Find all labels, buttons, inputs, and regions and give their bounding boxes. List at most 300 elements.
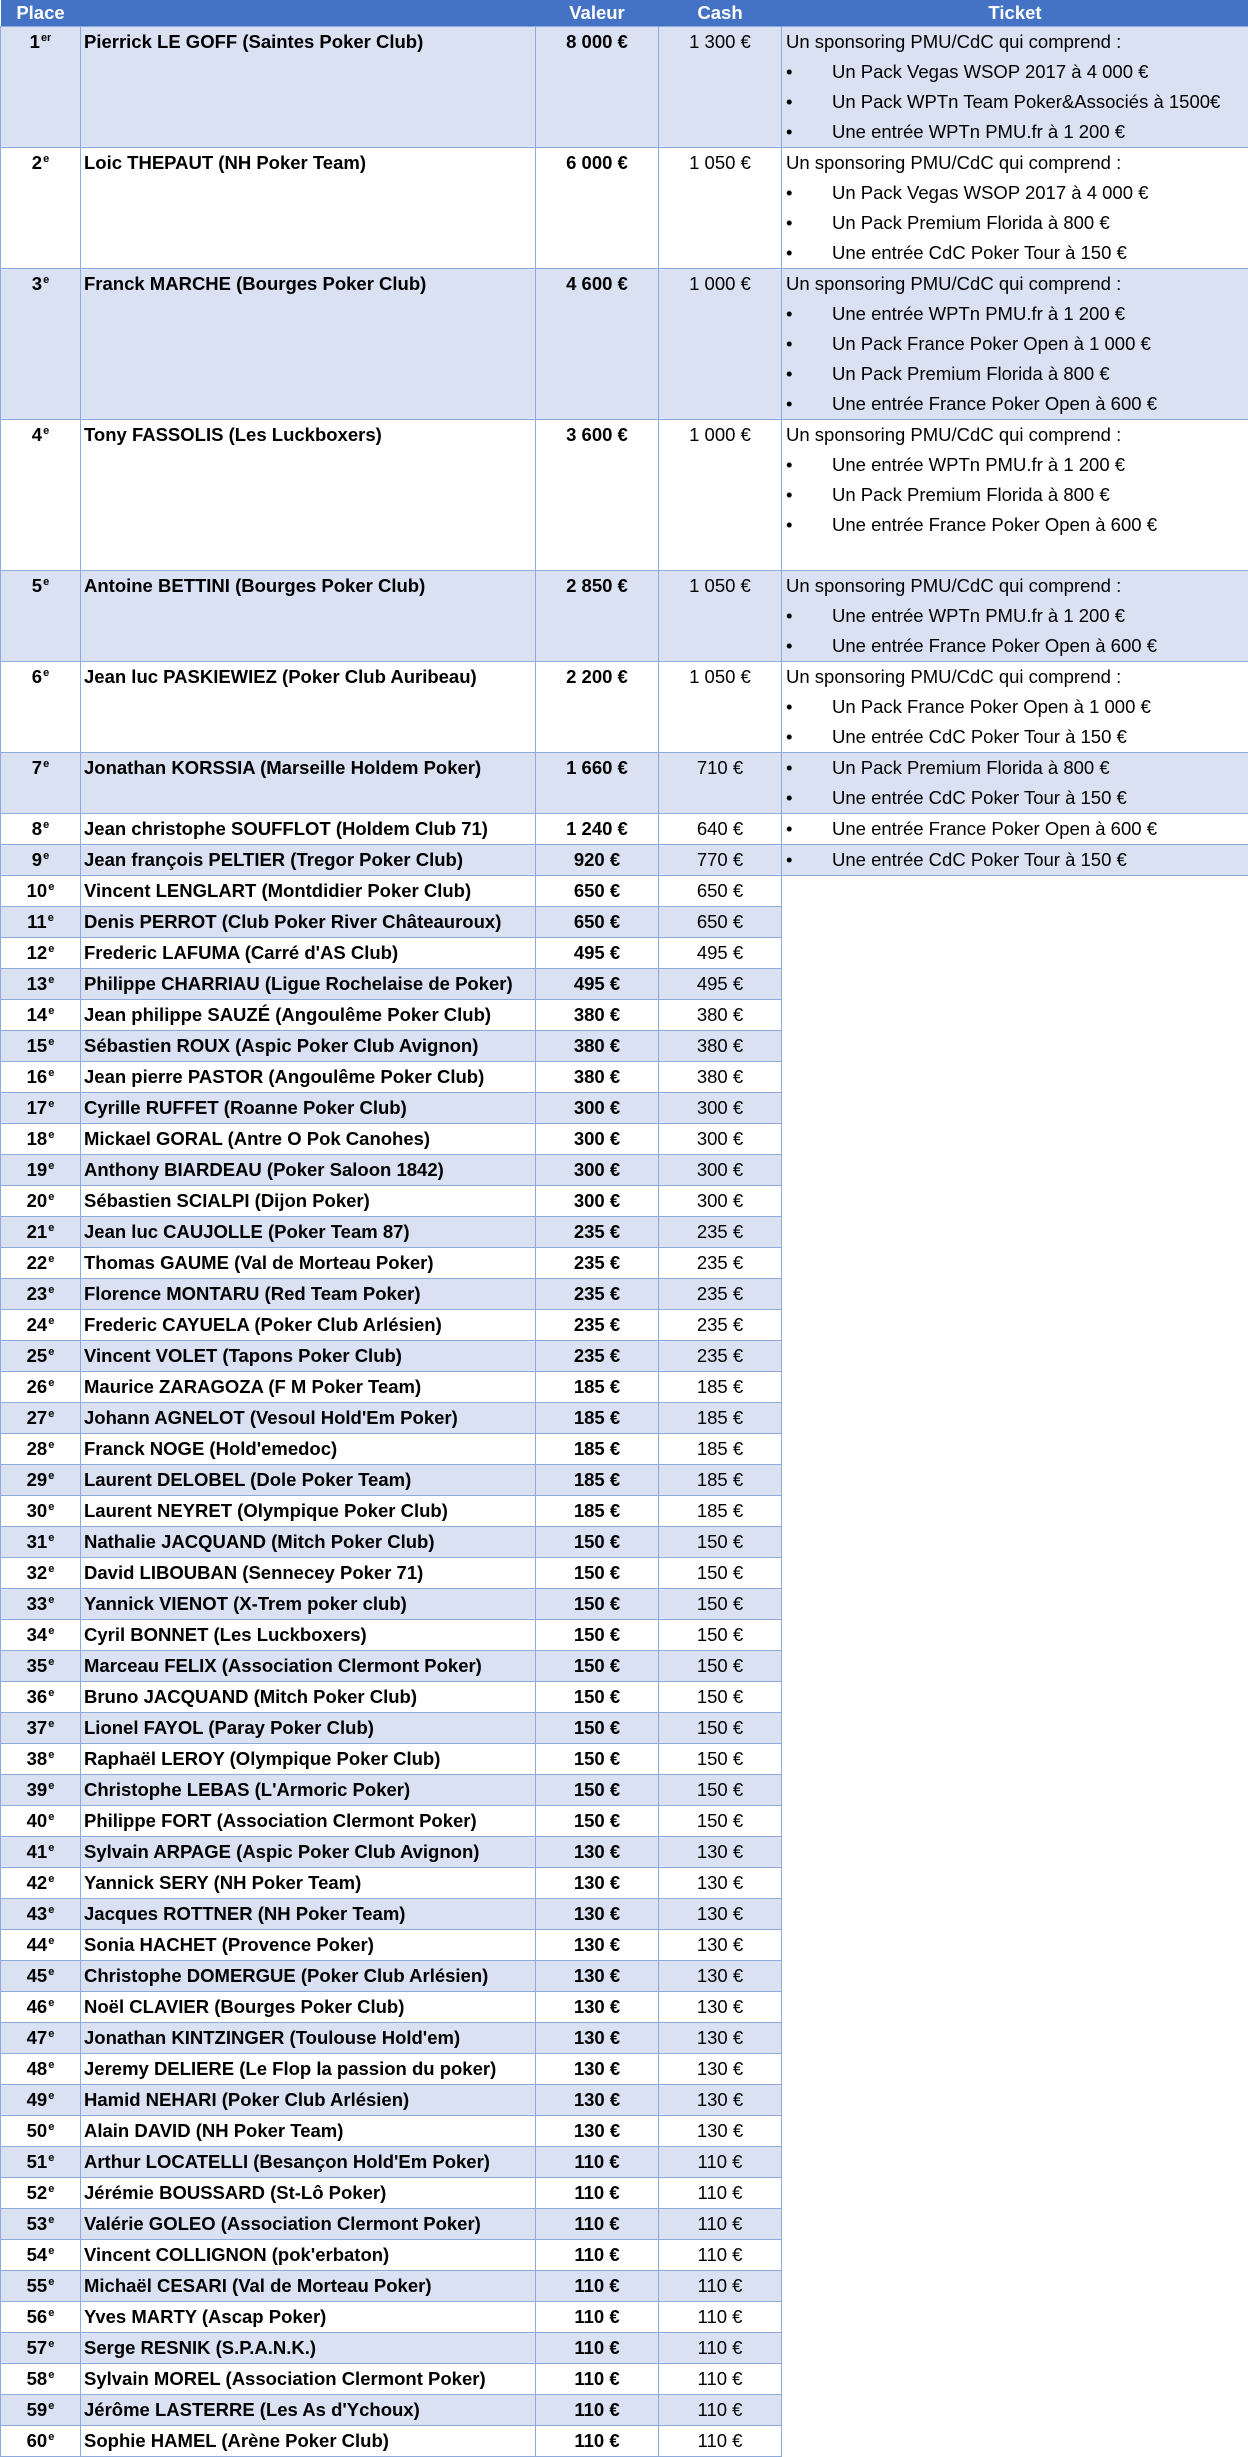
cash-amount: 110 € [659,2240,782,2271]
ticket-item: • Un Pack Premium Florida à 800 € [786,359,1244,389]
place-suffix: e [48,2090,54,2102]
player-name: Lionel FAYOL (Paray Poker Club) [81,1713,536,1744]
place-suffix: e [48,912,54,924]
player-name: Sébastien ROUX (Aspic Poker Club Avignon) [81,1031,536,1062]
place-number: 35 [27,1655,48,1676]
place-number: 21 [27,1221,48,1242]
ticket-empty [782,1155,1248,1186]
player-name: Cyril BONNET (Les Luckboxers) [81,1620,536,1651]
ticket-empty [782,1372,1248,1403]
place-cell [1,1496,81,1527]
table-row [1,2240,1248,2271]
prize-value: 130 € [536,2085,659,2116]
place-cell [1,27,81,148]
prize-value: 2 850 € [536,571,659,662]
cash-amount: 1 050 € [659,662,782,753]
ticket-cell [782,148,1248,269]
place-suffix: e [48,1842,54,1854]
table-row [1,1093,1248,1124]
place-number: 53 [27,2213,48,2234]
table-row [1,420,1248,571]
place-cell [1,753,81,814]
ticket-empty [782,1031,1248,1062]
ticket-cell [782,420,1248,571]
place-number: 36 [27,1686,48,1707]
table-row [1,1651,1248,1682]
prize-value: 2 200 € [536,662,659,753]
ticket-intro: Un sponsoring PMU/CdC qui comprend : [786,269,1244,299]
prize-value: 130 € [536,1992,659,2023]
table-row [1,2147,1248,2178]
cash-amount: 235 € [659,1341,782,1372]
player-name: Yannick SERY (NH Poker Team) [81,1868,536,1899]
player-name: Thomas GAUME (Val de Morteau Poker) [81,1248,536,1279]
place-suffix: e [48,2400,54,2412]
player-name: Mickael GORAL (Antre O Pok Canohes) [81,1124,536,1155]
place-number: 5 [32,575,42,596]
place-number: 39 [27,1779,48,1800]
prize-value: 110 € [536,2364,659,2395]
prize-value: 110 € [536,2426,659,2457]
ticket-empty [782,2085,1248,2116]
player-name: Pierrick LE GOFF (Saintes Poker Club) [81,27,536,148]
cash-amount: 1 000 € [659,420,782,571]
player-name: Laurent DELOBEL (Dole Poker Team) [81,1465,536,1496]
table-row [1,1930,1248,1961]
place-suffix: e [48,2245,54,2257]
place-cell [1,2178,81,2209]
prize-value: 130 € [536,1837,659,1868]
place-suffix: e [48,2028,54,2040]
ticket-item: • Un Pack Premium Florida à 800 € [786,480,1244,510]
table-row [1,1403,1248,1434]
place-cell [1,1806,81,1837]
player-name: Jean françois PELTIER (Tregor Poker Club) [81,845,536,876]
place-cell [1,1899,81,1930]
place-cell [1,2395,81,2426]
ticket-item: • Un Pack Premium Florida à 800 € [786,753,1244,783]
ticket-empty [782,1992,1248,2023]
prize-value: 3 600 € [536,420,659,571]
prize-value: 150 € [536,1620,659,1651]
player-name: Jean luc CAUJOLLE (Poker Team 87) [81,1217,536,1248]
place-number: 29 [27,1469,48,1490]
player-name: Jeremy DELIERE (Le Flop la passion du poker) [81,2054,536,2085]
player-name: Loic THEPAUT (NH Poker Team) [81,148,536,269]
table-row [1,1310,1248,1341]
ticket-empty [782,2364,1248,2395]
place-cell [1,662,81,753]
place-suffix: e [48,1966,54,1978]
cash-amount: 150 € [659,1682,782,1713]
place-number: 50 [27,2120,48,2141]
place-cell [1,2054,81,2085]
place-cell [1,1062,81,1093]
cash-amount: 110 € [659,2364,782,2395]
ticket-empty [782,1279,1248,1310]
prize-value: 150 € [536,1775,659,1806]
prize-value: 650 € [536,876,659,907]
place-number: 16 [27,1066,48,1087]
place-cell [1,1434,81,1465]
player-name: Antoine BETTINI (Bourges Poker Club) [81,571,536,662]
prize-value: 185 € [536,1465,659,1496]
ticket-cell [782,845,1248,876]
prize-value: 235 € [536,1279,659,1310]
header-ticket: Ticket [782,0,1248,27]
table-row [1,938,1248,969]
place-cell [1,938,81,969]
place-number: 33 [27,1593,48,1614]
prize-value: 110 € [536,2209,659,2240]
player-name: Michaël CESARI (Val de Morteau Poker) [81,2271,536,2302]
place-suffix: e [48,1067,54,1079]
ticket-intro: Un sponsoring PMU/CdC qui comprend : [786,420,1244,450]
ticket-empty [782,1248,1248,1279]
cash-amount: 300 € [659,1186,782,1217]
ticket-empty [782,876,1248,907]
place-cell [1,845,81,876]
place-suffix: e [48,2307,54,2319]
table-row [1,1372,1248,1403]
place-cell [1,1155,81,1186]
prize-value: 495 € [536,969,659,1000]
place-number: 42 [27,1872,48,1893]
prize-value: 1 240 € [536,814,659,845]
place-suffix: e [48,2214,54,2226]
place-cell [1,1558,81,1589]
place-cell [1,1713,81,1744]
ticket-empty [782,2054,1248,2085]
place-number: 45 [27,1965,48,1986]
prize-value: 130 € [536,2023,659,2054]
prize-value: 110 € [536,2240,659,2271]
ticket-empty [782,1558,1248,1589]
prize-value: 150 € [536,1651,659,1682]
table-row [1,1837,1248,1868]
cash-amount: 130 € [659,1930,782,1961]
place-suffix: e [48,1377,54,1389]
place-cell [1,876,81,907]
player-name: Sophie HAMEL (Arène Poker Club) [81,2426,536,2457]
place-cell [1,1682,81,1713]
table-row [1,1062,1248,1093]
table-row [1,1713,1248,1744]
player-name: Jonathan KORSSIA (Marseille Holdem Poker) [81,753,536,814]
table-row [1,1558,1248,1589]
player-name: Jérémie BOUSSARD (St-Lô Poker) [81,2178,536,2209]
player-name: Noël CLAVIER (Bourges Poker Club) [81,1992,536,2023]
place-suffix: e [43,819,49,831]
header-row [1,0,1248,27]
player-name: Franck NOGE (Hold'emedoc) [81,1434,536,1465]
prize-value: 110 € [536,2302,659,2333]
table-row [1,1899,1248,1930]
table-row [1,1434,1248,1465]
place-number: 51 [27,2151,48,2172]
place-cell [1,1620,81,1651]
place-suffix: e [48,1997,54,2009]
place-cell [1,1186,81,1217]
table-row [1,2364,1248,2395]
ticket-empty [782,1744,1248,1775]
place-suffix: e [48,2276,54,2288]
place-suffix: e [48,2369,54,2381]
ticket-empty [782,1310,1248,1341]
ticket-cell [782,571,1248,662]
cash-amount: 300 € [659,1093,782,1124]
place-cell [1,1651,81,1682]
place-number: 3 [32,273,42,294]
player-name: Tony FASSOLIS (Les Luckboxers) [81,420,536,571]
cash-amount: 235 € [659,1217,782,1248]
table-row [1,1248,1248,1279]
place-suffix: e [43,576,49,588]
place-number: 19 [27,1159,48,1180]
ticket-spacer [786,540,1244,570]
player-name: Florence MONTARU (Red Team Poker) [81,1279,536,1310]
place-number: 15 [27,1035,48,1056]
table-row [1,969,1248,1000]
place-number: 28 [27,1438,48,1459]
place-number: 12 [27,942,48,963]
prize-value: 110 € [536,2333,659,2364]
place-suffix: e [48,1594,54,1606]
place-cell [1,814,81,845]
table-row [1,269,1248,420]
table-row [1,2054,1248,2085]
ticket-item: • Une entrée CdC Poker Tour à 150 € [786,238,1244,268]
cash-amount: 150 € [659,1775,782,1806]
table-row [1,1496,1248,1527]
table-row [1,845,1248,876]
place-cell [1,1775,81,1806]
cash-amount: 130 € [659,2085,782,2116]
table-row [1,1000,1248,1031]
place-cell [1,420,81,571]
ticket-item: • Une entrée CdC Poker Tour à 150 € [786,845,1244,875]
place-suffix: e [48,1718,54,1730]
place-cell [1,571,81,662]
place-cell [1,1961,81,1992]
place-cell [1,2240,81,2271]
ticket-item: • Un Pack Vegas WSOP 2017 à 4 000 € [786,57,1244,87]
place-number: 59 [27,2399,48,2420]
prize-value: 185 € [536,1496,659,1527]
header-value: Valeur [536,0,659,27]
player-name: Jean luc PASKIEWIEZ (Poker Club Auribeau) [81,662,536,753]
place-cell [1,1341,81,1372]
cash-amount: 130 € [659,1992,782,2023]
table-row [1,1527,1248,1558]
header-place: Place [1,0,81,27]
place-number: 2 [32,152,42,173]
prize-value: 4 600 € [536,269,659,420]
place-suffix: e [48,1749,54,1761]
ticket-empty [782,2209,1248,2240]
cash-amount: 150 € [659,1558,782,1589]
ticket-empty [782,1217,1248,1248]
place-cell [1,1248,81,1279]
place-suffix: e [48,1036,54,1048]
ticket-empty [782,2395,1248,2426]
player-name: Jean pierre PASTOR (Angoulême Poker Club) [81,1062,536,1093]
player-name: Yannick VIENOT (X-Trem poker club) [81,1589,536,1620]
player-name: Nathalie JACQUAND (Mitch Poker Club) [81,1527,536,1558]
ticket-intro: Un sponsoring PMU/CdC qui comprend : [786,662,1244,692]
place-suffix: e [43,667,49,679]
place-number: 41 [27,1841,48,1862]
place-cell [1,1310,81,1341]
ticket-empty [782,1682,1248,1713]
cash-amount: 130 € [659,2054,782,2085]
place-suffix: e [48,1315,54,1327]
ticket-item: • Une entrée WPTn PMU.fr à 1 200 € [786,601,1244,631]
place-number: 43 [27,1903,48,1924]
ticket-empty [782,1341,1248,1372]
place-number: 20 [27,1190,48,1211]
table-row [1,2271,1248,2302]
place-cell [1,269,81,420]
table-row [1,1217,1248,1248]
prize-value: 150 € [536,1682,659,1713]
cash-amount: 130 € [659,1837,782,1868]
player-name: Philippe CHARRIAU (Ligue Rochelaise de Poker) [81,969,536,1000]
place-cell [1,2426,81,2457]
prize-value: 235 € [536,1248,659,1279]
place-suffix: e [48,1191,54,1203]
cash-amount: 110 € [659,2395,782,2426]
cash-amount: 380 € [659,1031,782,1062]
table-row [1,1806,1248,1837]
prize-value: 650 € [536,907,659,938]
prize-value: 130 € [536,2116,659,2147]
place-number: 26 [27,1376,48,1397]
place-number: 24 [27,1314,48,1335]
place-number: 60 [27,2430,48,2451]
player-name: Vincent COLLIGNON (pok'erbaton) [81,2240,536,2271]
place-cell [1,1992,81,2023]
prize-value: 380 € [536,1062,659,1093]
place-cell [1,1930,81,1961]
table-row [1,2023,1248,2054]
table-row [1,2302,1248,2333]
prize-value: 235 € [536,1217,659,1248]
player-name: David LIBOUBAN (Sennecey Poker 71) [81,1558,536,1589]
place-suffix: e [43,274,49,286]
place-cell [1,1403,81,1434]
player-name: Raphaël LEROY (Olympique Poker Club) [81,1744,536,1775]
place-number: 44 [27,1934,48,1955]
cash-amount: 185 € [659,1403,782,1434]
ticket-item: • Un Pack France Poker Open à 1 000 € [786,329,1244,359]
cash-amount: 1 050 € [659,571,782,662]
place-number: 56 [27,2306,48,2327]
player-name: Jean christophe SOUFFLOT (Holdem Club 71) [81,814,536,845]
place-suffix: e [48,1873,54,1885]
place-number: 18 [27,1128,48,1149]
player-name: Bruno JACQUAND (Mitch Poker Club) [81,1682,536,1713]
cash-amount: 770 € [659,845,782,876]
place-suffix: e [48,2338,54,2350]
player-name: Maurice ZARAGOZA (F M Poker Team) [81,1372,536,1403]
cash-amount: 235 € [659,1310,782,1341]
ticket-empty [782,2426,1248,2457]
place-cell [1,1837,81,1868]
table-row [1,1279,1248,1310]
prize-value: 235 € [536,1341,659,1372]
place-cell [1,1124,81,1155]
ticket-empty [782,1930,1248,1961]
ticket-empty [782,1186,1248,1217]
place-number: 40 [27,1810,48,1831]
table-row [1,1031,1248,1062]
cash-amount: 1 050 € [659,148,782,269]
place-cell [1,1744,81,1775]
ticket-empty [782,1496,1248,1527]
cash-amount: 1 000 € [659,269,782,420]
cash-amount: 110 € [659,2178,782,2209]
ticket-empty [782,1403,1248,1434]
player-name: Vincent VOLET (Tapons Poker Club) [81,1341,536,1372]
place-number: 1 [30,31,40,52]
place-number: 6 [32,666,42,687]
place-cell [1,907,81,938]
player-name: Laurent NEYRET (Olympique Poker Club) [81,1496,536,1527]
prize-value: 380 € [536,1031,659,1062]
place-number: 34 [27,1624,48,1645]
cash-amount: 110 € [659,2209,782,2240]
table-row [1,27,1248,148]
player-name: Valérie GOLEO (Association Clermont Poker) [81,2209,536,2240]
ticket-empty [782,1806,1248,1837]
ticket-cell [782,814,1248,845]
ticket-item: • Une entrée WPTn PMU.fr à 1 200 € [786,450,1244,480]
place-number: 11 [27,911,47,932]
table-row [1,1124,1248,1155]
prize-value: 110 € [536,2271,659,2302]
ticket-empty [782,2333,1248,2364]
ticket-item: • Une entrée CdC Poker Tour à 150 € [786,722,1244,752]
place-suffix: e [48,1780,54,1792]
ticket-empty [782,2240,1248,2271]
cash-amount: 185 € [659,1465,782,1496]
ticket-empty [782,969,1248,1000]
ticket-intro: Un sponsoring PMU/CdC qui comprend : [786,148,1244,178]
cash-amount: 495 € [659,938,782,969]
place-number: 30 [27,1500,48,1521]
ticket-intro: Un sponsoring PMU/CdC qui comprend : [786,27,1244,57]
place-cell [1,1217,81,1248]
cash-amount: 235 € [659,1279,782,1310]
place-number: 7 [32,757,42,778]
prize-value: 300 € [536,1186,659,1217]
cash-amount: 380 € [659,1062,782,1093]
place-suffix: e [48,1005,54,1017]
cash-amount: 110 € [659,2271,782,2302]
place-suffix: e [48,1129,54,1141]
player-name: Sylvain ARPAGE (Aspic Poker Club Avignon) [81,1837,536,1868]
table-row [1,753,1248,814]
table-row [1,1186,1248,1217]
ticket-empty [782,1527,1248,1558]
table-row [1,1620,1248,1651]
cash-amount: 1 300 € [659,27,782,148]
ticket-empty [782,1589,1248,1620]
ticket-empty [782,1713,1248,1744]
ticket-item: • Une entrée WPTn PMU.fr à 1 200 € [786,117,1244,147]
prize-value: 110 € [536,2147,659,2178]
